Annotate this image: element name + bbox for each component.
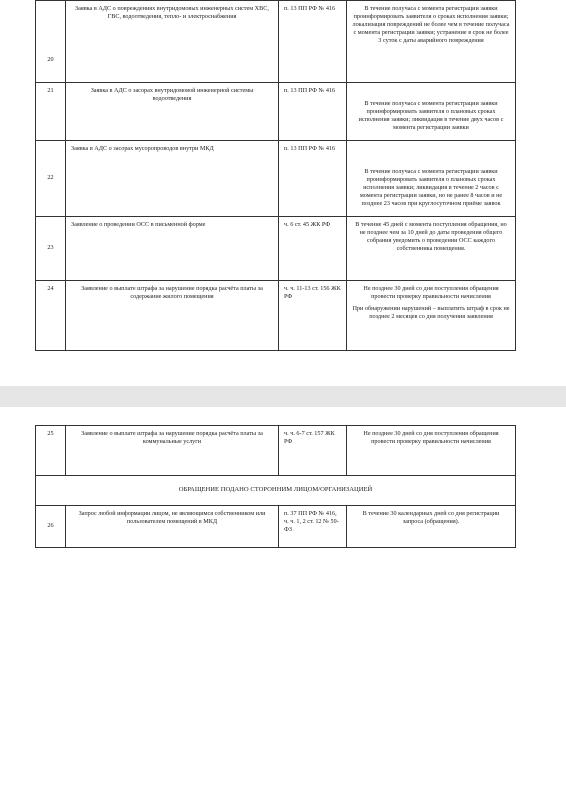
- document-page-1: [0, 0, 566, 386]
- response-term: В течение получаса с момента регистрации заявки проинформировать заявителя о плановых сроках исполнения заявки; ликвидация в течение 2 часов с момента регистрации заявки, но не ранее 8 часов и не позднее 23 часов при круглосуточном приёме заявок: [347, 141, 516, 217]
- table-row: [36, 281, 516, 351]
- response-term: В течение 30 календарных дней со дня регистрации запроса (обращения).: [347, 506, 516, 548]
- legal-basis: п. 13 ПП РФ № 416: [279, 141, 347, 217]
- legal-basis: п. 37 ПП РФ № 416, ч. ч. 1, 2 ст. 12 № 59-ФЗ: [279, 506, 347, 548]
- request-type: Заявление о проведении ОСС в письменной форме: [66, 217, 279, 281]
- row-number: 26: [36, 506, 66, 548]
- legal-basis: ч. 6 ст. 45 ЖК РФ: [279, 217, 347, 281]
- table-row: [36, 83, 516, 141]
- legal-basis: ч. ч. 11-13 ст. 156 ЖК РФ: [279, 281, 347, 351]
- row-number: 22: [36, 141, 66, 217]
- row-number: 25: [36, 426, 66, 476]
- request-type: Запрос любой информации лицом, не являющимся собственником или пользователем помещений в МКД: [66, 506, 279, 548]
- document-page-2: [0, 407, 566, 800]
- table-row: [36, 1, 516, 83]
- table-row: [36, 141, 516, 217]
- response-term: В течение 45 дней с момента поступления обращения, но не позднее чем за 10 дней до даты проведения общего собрания уведомить о проведении ОСС каждого собственника помещения.: [347, 217, 516, 281]
- row-number: 21: [36, 83, 66, 141]
- requests-table-page-2: [35, 425, 516, 548]
- response-term: Не позднее 30 дней со дня поступления обращения провести проверку правильности начисления: [347, 426, 516, 476]
- legal-basis: п. 13 ПП РФ № 416: [279, 83, 347, 141]
- table-row: [36, 217, 516, 281]
- row-number: 20: [36, 1, 66, 83]
- request-type: Заявка в АДС о засорах внутридомовой инженерной системы водоотведения: [66, 83, 279, 141]
- request-type: Заявка в АДС о засорах мусоропроводов внутри МКД: [66, 141, 279, 217]
- request-type: Заявление о выплате штрафа за нарушение порядка расчёта платы за содержание жилого помещения: [66, 281, 279, 351]
- response-term: В течение получаса с момента регистрации заявки проинформировать заявителя о плановых сроках исполнения заявки; ликвидация в течение двух часов с момента регистрации заявки: [347, 83, 516, 141]
- row-number: 24: [36, 281, 66, 351]
- section-heading: ОБРАЩЕНИЕ ПОДАНО СТОРОННИМ ЛИЦОМ/ОРГАНИЗАЦИЕЙ: [36, 476, 516, 506]
- table-row: [36, 506, 516, 548]
- response-term: Не позднее 30 дней со дня поступления обращения провести проверку правильности начисления При обнаружении нарушений – выплатить штраф в срок не позднее 2 месяцев со дня получения заявления: [347, 281, 516, 351]
- requests-table-page-1: [35, 0, 516, 351]
- legal-basis: п. 13 ПП РФ № 416: [279, 1, 347, 83]
- table-row: [36, 476, 516, 506]
- request-type: Заявление о выплате штрафа за нарушение порядка расчёта платы за коммунальные услуги: [66, 426, 279, 476]
- legal-basis: ч. ч. 6-7 ст. 157 ЖК РФ: [279, 426, 347, 476]
- request-type: Заявка в АДС о повреждениях внутридомовых инженерных систем ХВС, ГВС, водоотведения, тепло- и электроснабжения: [66, 1, 279, 83]
- response-term: В течение получаса с момента регистрации заявки проинформировать заявителя о сроках исполнения заявки; локализация повреждений не более чем в течение получаса с момента регистрации заявки; устранение в срок не более 3 суток с даты аварийного повреждения: [347, 1, 516, 83]
- row-number: 23: [36, 217, 66, 281]
- table-row: [36, 426, 516, 476]
